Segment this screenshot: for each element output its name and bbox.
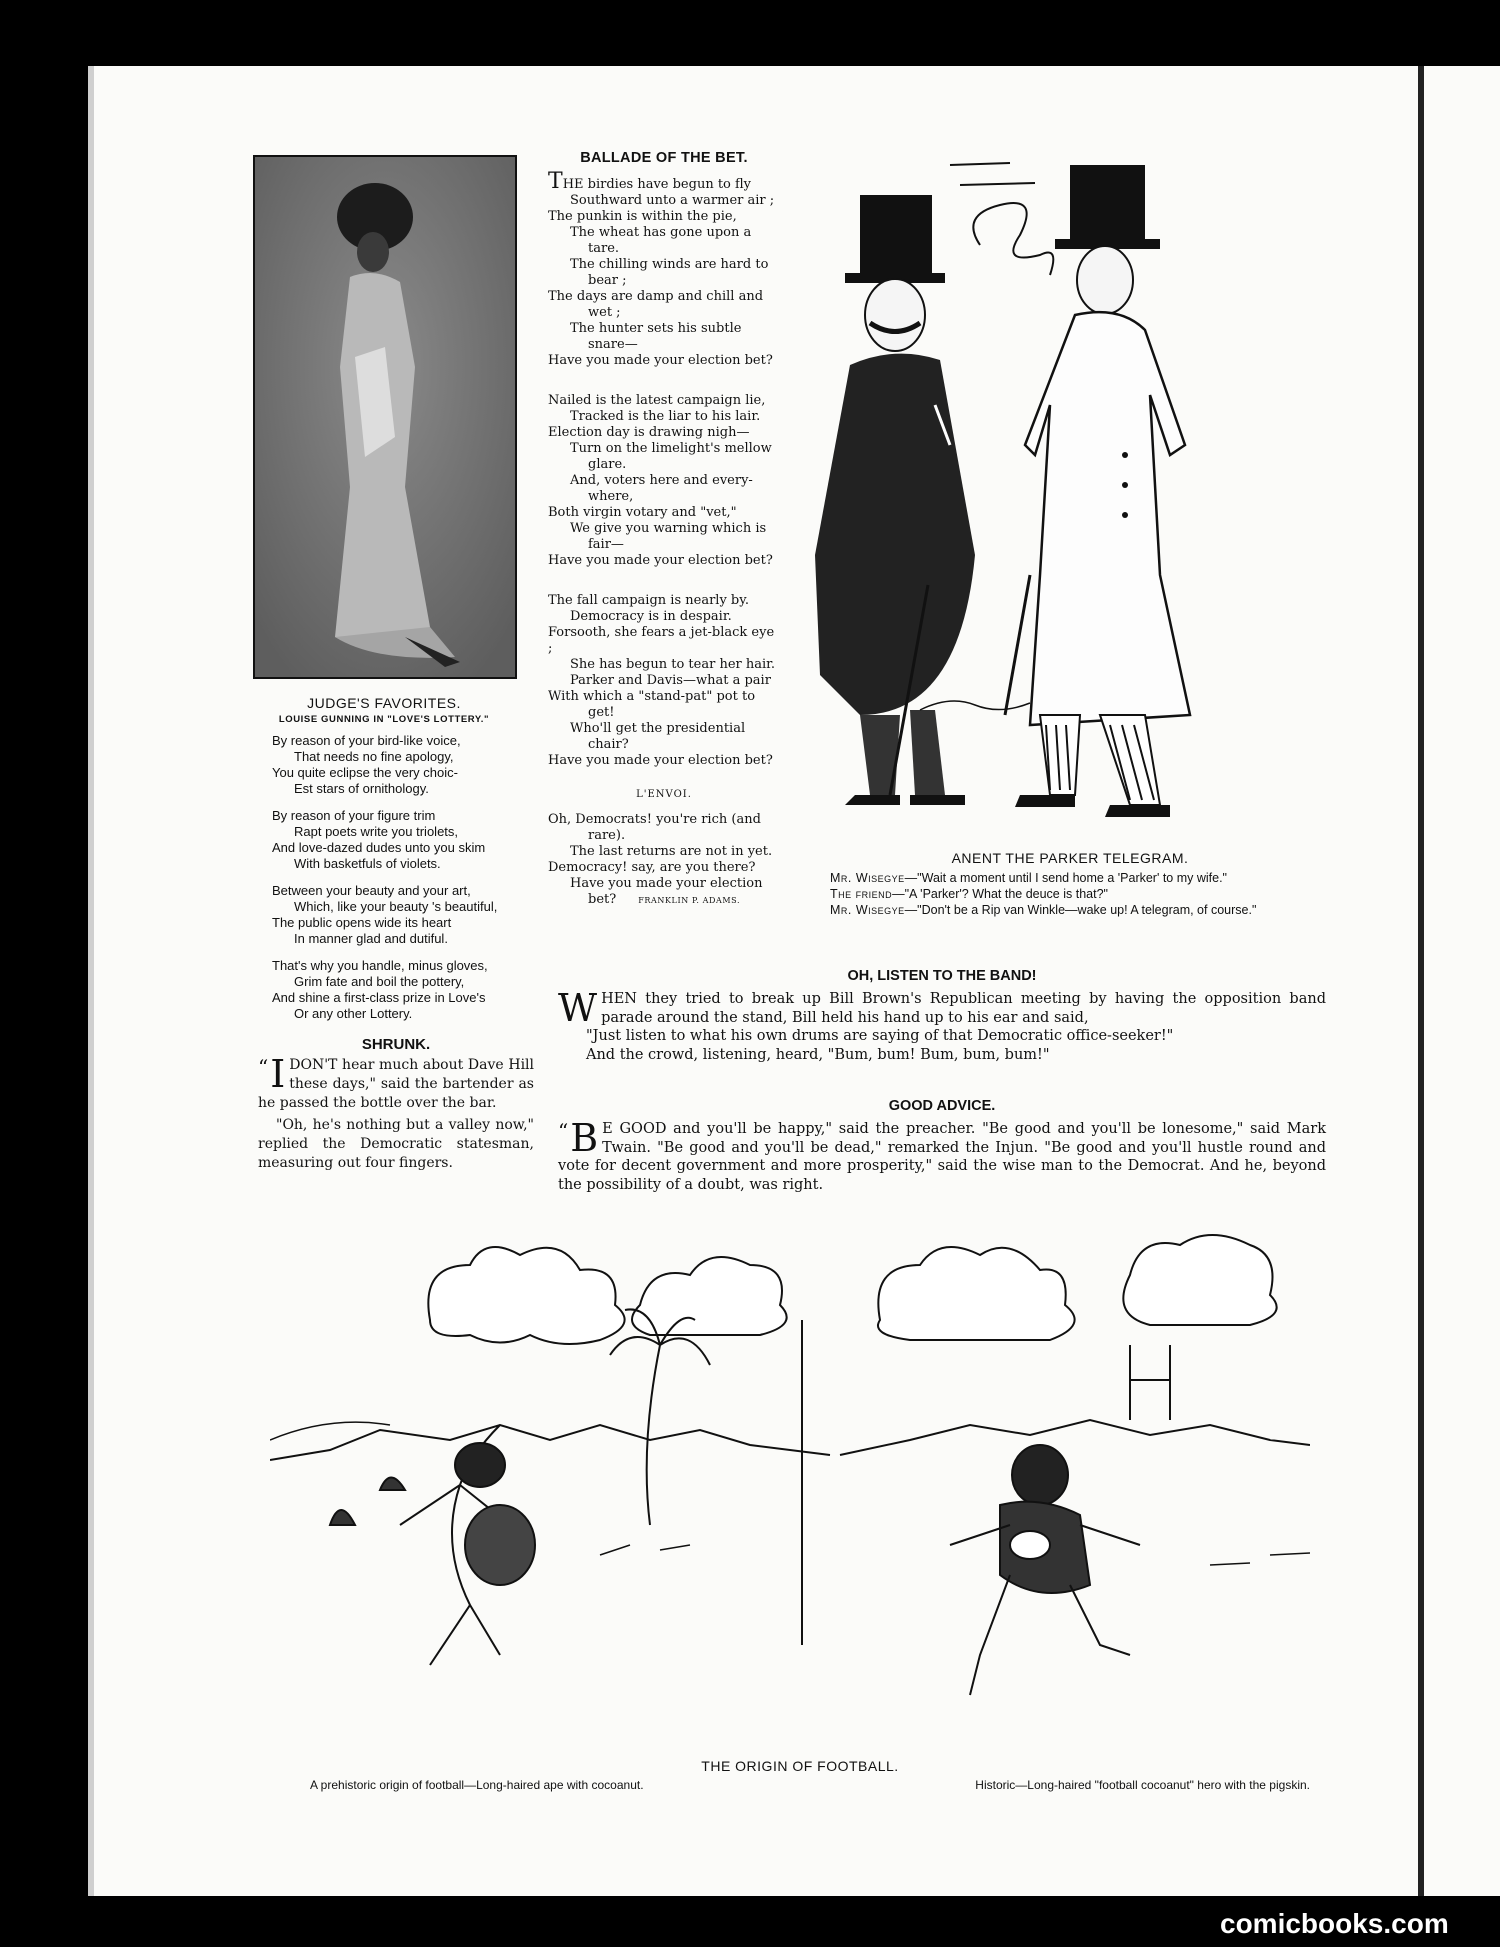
poem-line: The public opens wide its heart [272, 915, 452, 930]
poem-line: Turn on the limelight's mellow [570, 441, 772, 456]
dialogue-line: —"Wait a moment until I send home a 'Parker' to my wife." [904, 871, 1227, 885]
poem-line: That's why you handle, minus gloves, [272, 958, 488, 973]
origin-of-football-cartoons [270, 1225, 1310, 1745]
ballade-envoi [548, 812, 780, 909]
page-binding-edge [88, 66, 94, 1896]
speaker-label: Mr. Wisegye [830, 903, 905, 917]
band-paragraph-3: And the crowd, listening, heard, "Bum, bum! Bum, bum, bum!" [586, 1046, 1050, 1063]
poem-line: Democracy is in despair. [570, 609, 732, 624]
poem-line: tare. [588, 241, 620, 256]
poem-line: Or any other Lottery. [294, 1006, 413, 1021]
poem-line: Have you made your election bet? [548, 753, 773, 768]
poem-line: fair— [588, 537, 624, 552]
poem-line: glare. [588, 457, 627, 472]
poem-stanza [272, 883, 542, 947]
opening-quote: “ [558, 1119, 569, 1143]
historic-panel [840, 1235, 1310, 1695]
advice-title: GOOD ADVICE. [888, 1098, 996, 1114]
dialogue-line: —"A 'Parker'? What the deuce is that?" [892, 887, 1108, 901]
poem-line: She has begun to tear her hair. [570, 657, 776, 672]
poem-line: rare). [588, 828, 626, 843]
judges-favorites-title: JUDGE'S FAVORITES. [307, 695, 461, 711]
band-title: OH, LISTEN TO THE BAND! [847, 968, 1037, 984]
poem-line: Election day is drawing nigh— [548, 425, 750, 440]
parker-telegram-title: ANENT THE PARKER TELEGRAM. [951, 850, 1189, 866]
football-title: THE ORIGIN OF FOOTBALL. [701, 1758, 899, 1774]
ballade-author: FRANKLIN P. ADAMS. [638, 896, 741, 905]
poem-line: Southward unto a warmer air ; [570, 193, 775, 208]
poem-line: bear ; [588, 273, 627, 288]
poem-line: In manner glad and dutiful. [294, 931, 448, 946]
shrunk-paragraph-2: "Oh, he's nothing but a valley now," replied the Democratic statesman, measuring out four fingers. [258, 1117, 534, 1171]
two-gentlemen-cartoon [800, 155, 1350, 855]
poem-line: get! [588, 705, 615, 720]
shrunk-paragraph-1: DON'T hear much about Dave Hill these days," said the bartender as he passed the bottle over the bar. [258, 1057, 534, 1111]
poem-line: bet? [588, 892, 617, 907]
poem-line: Have you made your election bet? [548, 353, 773, 368]
football-caption [300, 1758, 1310, 1796]
poem-line: Who'll get the presidential [570, 721, 746, 736]
shrunk-article [258, 1036, 534, 1173]
judges-favorites-subtitle: LOUISE GUNNING IN "LOVE'S LOTTERY." [278, 714, 490, 725]
actress-photo [253, 155, 517, 679]
poem-line: We give you warning which is [570, 521, 767, 536]
ballade-stanza-2 [548, 393, 780, 569]
historic-caption: Historic—Long-haired "football cocoanut" hero with the pigskin. [975, 1778, 1310, 1792]
band-paragraph-1: HEN they tried to break up Bill Brown's Republican meeting by having the opposition band parade around the stand, Bill held his hand up to his ear and said, [601, 991, 1326, 1026]
poem-line: You quite eclipse the very choic- [272, 765, 458, 780]
poem-line: Which, like your beauty 's beautiful, [294, 899, 498, 914]
poem-line: The fall campaign is nearly by. [548, 593, 749, 608]
prehistoric-panel [270, 1247, 830, 1665]
poem-stanza [272, 808, 542, 872]
poem-line: The last returns are not in yet. [570, 844, 773, 859]
poem-line: Both virgin votary and "vet," [548, 505, 737, 520]
poem-line: Tracked is the liar to his lair. [570, 409, 761, 424]
poem-line: The chilling winds are hard to [570, 257, 769, 272]
poem-line: Parker and Davis—what a pair [570, 673, 771, 688]
band-dropcap: W [558, 986, 598, 1030]
poem-line: chair? [588, 737, 629, 752]
ballade-poem [548, 150, 780, 909]
shrunk-title: SHRUNK. [361, 1036, 431, 1053]
poem-line: Have you made your election [570, 876, 763, 891]
poem-line: where, [588, 489, 634, 504]
poem-line: snare— [588, 337, 638, 352]
judges-favorites-poem [272, 733, 542, 1022]
ballade-title: BALLADE OF THE BET. [580, 150, 748, 166]
shrunk-dropcap: I [270, 1052, 286, 1096]
poem-line: The punkin is within the pie, [548, 209, 737, 224]
speaker-label: The friend [830, 887, 893, 901]
poem-line: Oh, Democrats! you're rich (and [548, 812, 761, 827]
poem-stanza [272, 733, 542, 797]
speaker-label: Mr. Wisegye [830, 871, 905, 885]
poem-line: Democracy! say, are you there? [548, 860, 756, 875]
advice-article [558, 1098, 1326, 1194]
advice-dropcap: B [570, 1116, 599, 1160]
poem-line: By reason of your figure trim [272, 808, 436, 823]
poem-line: And shine a first-class prize in Love's [272, 990, 486, 1005]
poem-line: Est stars of ornithology. [294, 781, 429, 796]
poem-line: HE birdies have begun to fly [562, 177, 752, 192]
poem-line: The wheat has gone upon a [570, 225, 752, 240]
actress-figure-illustration [255, 157, 515, 677]
facing-page-sliver [1438, 66, 1500, 1896]
band-paragraph-2: "Just listen to what his own drums are saying of that Democratic office-seeker!" [586, 1028, 1174, 1044]
ballade-stanza-3 [548, 593, 780, 769]
prehistoric-caption: A prehistoric origin of football—Long-haired ape with cocoanut. [310, 1778, 644, 1792]
poem-line: wet ; [588, 305, 621, 320]
poem-line: Nailed is the latest campaign lie, [548, 393, 766, 408]
envoi-title: L'ENVOI. [636, 789, 692, 800]
poem-line: And love-dazed dudes unto you skim [272, 840, 486, 855]
left-gentleman [815, 195, 975, 805]
poem-line: The days are damp and chill and [548, 289, 764, 304]
poem-line: Between your beauty and your art, [272, 883, 471, 898]
opening-quote: “ [258, 1055, 269, 1079]
poem-line: That needs no fine apology, [294, 749, 454, 764]
poem-line: Rapt poets write you triolets, [294, 824, 459, 839]
right-gentleman [1005, 165, 1190, 817]
poem-line: By reason of your bird-like voice, [272, 733, 461, 748]
page-right-edge [1418, 66, 1424, 1896]
poem-line: With which a "stand-pat" pot to [548, 689, 756, 704]
parker-telegram-caption [816, 850, 1324, 918]
dialogue-line: —"Don't be a Rip van Winkle—wake up! A telegram, of course." [904, 903, 1257, 917]
site-watermark: comicbooks.com [1220, 1908, 1449, 1939]
poem-line: Have you made your election bet? [548, 553, 773, 568]
poem-line: And, voters here and every- [570, 473, 753, 488]
advice-paragraph: E GOOD and you'll be happy," said the preacher. "Be good and you'll be lonesome," said Mark Twain. "Be good and you'll be dead," remarked the Injun. "Be good and you'll hustle round and vote for decent government and more prosperity," said the wise man to the Democrat. And he, beyond the possibility of a doubt, was right. [558, 1121, 1326, 1193]
poem-line: Grim fate and boil the pottery, [294, 974, 465, 989]
poem-line: Forsooth, she fears a jet-black eye ; [548, 625, 775, 656]
ballade-dropcap: T [548, 169, 563, 194]
poem-line: With basketfuls of violets. [294, 856, 441, 871]
band-article [558, 968, 1326, 1064]
ballade-stanza-1 [548, 169, 780, 369]
poem-stanza [272, 958, 542, 1022]
poem-line: The hunter sets his subtle [570, 321, 742, 336]
